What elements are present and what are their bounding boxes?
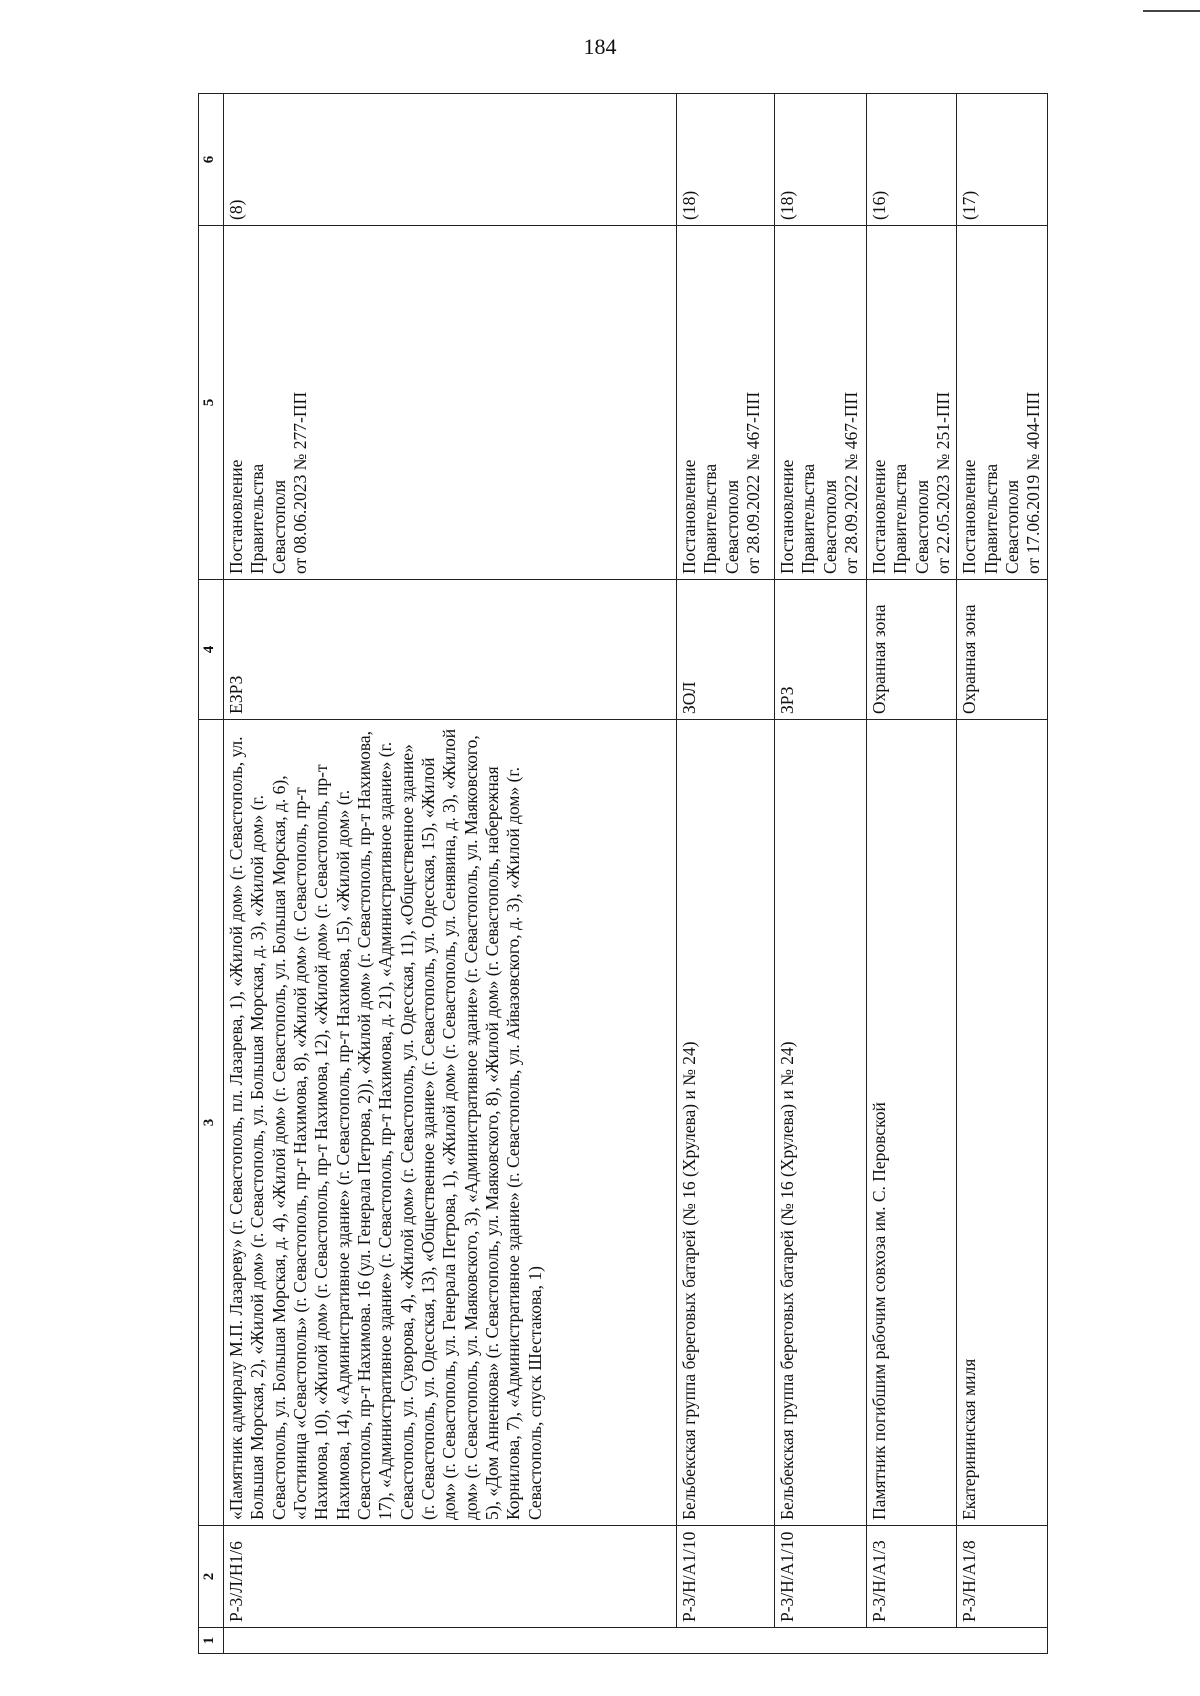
document-cell: Постановление Правительства Севастополя от 28.09.2022 № 467-ПП <box>677 226 775 580</box>
zone-type-cell: ЕЗРЗ <box>224 580 677 720</box>
reference-cell: (18) <box>775 94 867 226</box>
blank-cell <box>224 1628 1048 1654</box>
table-row <box>677 94 775 1654</box>
table-row <box>224 94 677 1654</box>
zone-code-cell: Р-3/Н/А1/8 <box>957 1526 1047 1628</box>
zone-code-cell: Р-3/Н/А1/10 <box>677 1526 775 1628</box>
table-row <box>867 94 957 1654</box>
document-cell: Постановление Правительства Севастополя от 28.09.2022 № 467-ПП <box>775 226 867 580</box>
document-cell: Постановление Правительства Севастополя от 08.06.2023 № 277-ПП <box>224 226 677 580</box>
header-row <box>199 94 224 1654</box>
object-name-cell: Екатерининская миля <box>957 720 1047 1526</box>
zone-code-cell: Р-3/Л/Н1/6 <box>224 1526 677 1628</box>
column-header: 4 <box>199 580 224 720</box>
object-name-cell: «Памятник адмиралу М.П. Лазареву» (г. Севастополь, пл. Лазарева, 1), «Жилой дом» (г. Севастополь, ул. Большая Морская, 2), «Жилой дом» (г. Севастополь, ул. Большая Морская, д. 3), «Жилой дом» (г. Севастополь, ул. Большая Морская, д. 4), «Жилой дом» (г. Севастополь, ул. Большая Морская, д. 6), «Гостиница «Севастополь» (г. Севастополь, пр-т Нахимова, 8), «Жилой дом» (г. Севастополь, пр-т Нахимова, 10), «Жилой дом» (г. Севастополь, пр-т Нахимова, 12), «Жилой дом» (г. Севастополь, пр-т Нахимова, 14), «Административное здание» (г. Севастополь, пр-т Нахимова, 15), «Жилой дом» (г. Севастополь, пр-т Нахимова. 16 (ул. Генерала Петрова, 2)), «Жилой дом» (г. Севастополь, пр-т Нахимова, 17), «Административное здание» (г. Севастополь, пр-т Нахимова, д. 21), «Административное здание» (г. Севастополь, ул. Суворова, 4), «Жилой дом» (г. Севастополь, ул. Одесская, 11), «Общественное здание» (г. Севастополь, ул. Одесская, 13), «Общественное здание» (г. Севастополь, ул. Одесская, 15), «Жилой дом» (г. Севастополь, ул. Генерала Петрова, 1), «Жилой дом» (г. Севастополь, ул. Сенявина, д. 3), «Жилой дом» (г. Севастополь, ул. Маяковского, 3), «Административное здание» (г. Севастополь, ул. Маяковского, 5), «Дом Анненкова» (г. Севастополь, ул. Маяковского, 8), «Жилой дом» (г. Севастополь, набережная Корнилова, 7), «Административное здание» (г. Севастополь, ул. Айвазовского, д. 3), «Жилой дом» (г. Севастополь, спуск Шестакова, 1) <box>224 720 677 1526</box>
zone-code-cell: Р-3/Н/А1/3 <box>867 1526 957 1628</box>
column-header: 6 <box>199 94 224 226</box>
object-name-cell: Бельбекская группа береговых батарей (№ 16 (Хрулева) и № 24) <box>775 720 867 1526</box>
page-number: 184 <box>583 34 617 59</box>
document-cell: Постановление Правительства Севастополя от 22.05.2023 № 251-ПП <box>867 226 957 580</box>
table-row <box>775 94 867 1654</box>
zone-type-cell: Охранная зона <box>957 580 1047 720</box>
monuments-table <box>198 93 1048 1654</box>
column-header: 5 <box>199 226 224 580</box>
zone-code-cell: Р-3/Н/А1/10 <box>775 1526 867 1628</box>
reference-cell: (16) <box>867 94 957 226</box>
column-header: 3 <box>199 720 224 1526</box>
reference-cell: (8) <box>224 94 677 226</box>
table-row <box>957 94 1047 1654</box>
zone-type-cell: ЗРЗ <box>775 580 867 720</box>
object-name-cell: Памятник погибшим рабочим совхоза им. С. Перовской <box>867 720 957 1526</box>
reference-cell: (17) <box>957 94 1047 226</box>
reference-cell: (18) <box>677 94 775 226</box>
corner-rule <box>1143 10 1200 12</box>
object-name-cell: Бельбекская группа береговых батарей (№ 16 (Хрулева) и № 24) <box>677 720 775 1526</box>
rotated-table-wrapper <box>198 94 1088 1654</box>
zone-type-cell: Охранная зона <box>867 580 957 720</box>
document-cell: Постановление Правительства Севастополя от 17.06.2019 № 404-ПП <box>957 226 1047 580</box>
column-header: 1 <box>199 1628 224 1654</box>
column-header: 2 <box>199 1526 224 1628</box>
zone-type-cell: ЗОЛ <box>677 580 775 720</box>
